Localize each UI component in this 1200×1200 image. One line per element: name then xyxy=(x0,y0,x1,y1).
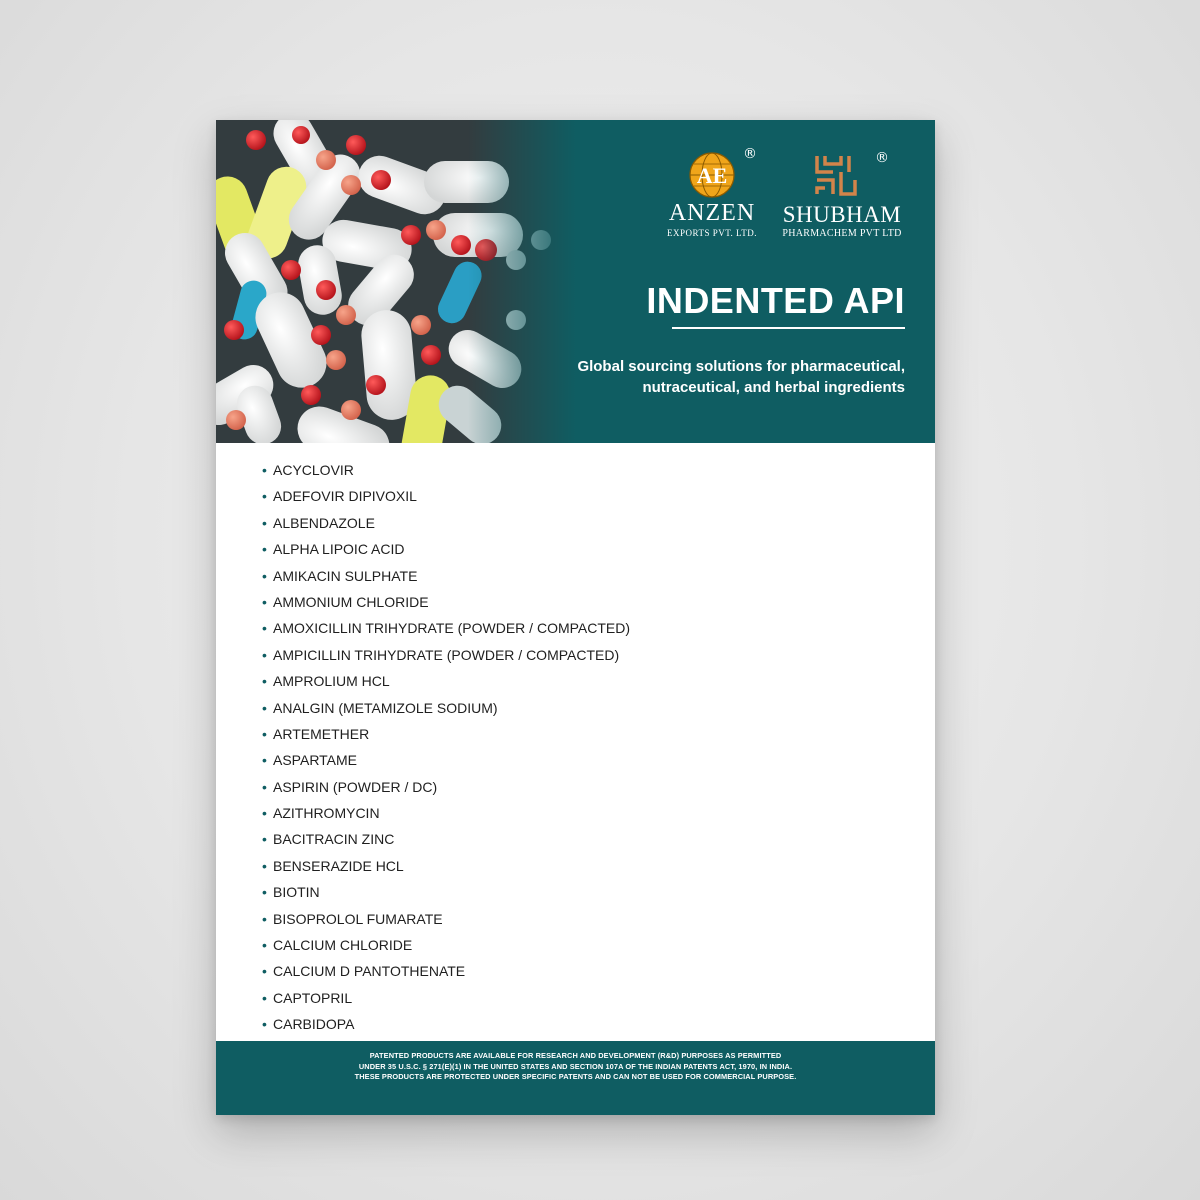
bullet-icon: • xyxy=(262,937,267,954)
bullet-icon: • xyxy=(262,673,267,690)
anzen-globe-icon xyxy=(687,150,737,200)
list-item xyxy=(262,593,630,619)
product-name: BENSERAZIDE HCL xyxy=(273,857,404,874)
product-name: AMPICILLIN TRIHYDRATE (POWDER / COMPACTED) xyxy=(273,646,620,663)
bullet-icon: • xyxy=(262,963,267,980)
product-name: AMPROLIUM HCL xyxy=(273,673,390,690)
list-item xyxy=(262,778,630,804)
bullet-icon: • xyxy=(262,699,267,716)
tagline xyxy=(485,356,905,398)
product-name: AZITHROMYCIN xyxy=(273,805,380,822)
list-item xyxy=(262,936,630,962)
title-underline xyxy=(672,327,905,329)
tagline-line-2: nutraceutical, and herbal ingredients xyxy=(642,379,905,396)
shubham-logo xyxy=(777,148,907,258)
header-banner xyxy=(216,120,935,443)
list-item xyxy=(262,857,630,883)
bullet-icon: • xyxy=(262,462,267,478)
bullet-icon: • xyxy=(262,831,267,848)
list-item xyxy=(262,989,630,1015)
bullet-icon: • xyxy=(262,1016,267,1033)
product-name: BIOTIN xyxy=(273,884,320,901)
list-item xyxy=(262,567,630,593)
footer-disclaimer xyxy=(216,1041,935,1115)
bullet-icon: • xyxy=(262,620,267,637)
bullet-icon: • xyxy=(262,488,267,505)
product-name: ARTEMETHER xyxy=(273,725,370,742)
list-item xyxy=(262,751,630,777)
list-item xyxy=(262,804,630,830)
bullet-icon: • xyxy=(262,857,267,874)
product-name: ANALGIN (METAMIZOLE SODIUM) xyxy=(273,699,498,716)
product-list xyxy=(262,461,630,1042)
product-name: ALBENDAZOLE xyxy=(273,514,375,531)
brand-logos xyxy=(647,148,907,258)
shubham-monogram-icon xyxy=(813,152,859,198)
bullet-icon: • xyxy=(262,646,267,663)
anzen-mark: AE xyxy=(696,163,728,188)
product-name: ACYCLOVIR xyxy=(273,462,354,478)
disclaimer-line-1: PATENTED PRODUCTS ARE AVAILABLE FOR RESEARCH AND DEVELOPMENT (R&D) PURPOSES AS PERMITTED xyxy=(369,1051,782,1060)
bullet-icon: • xyxy=(262,725,267,742)
product-name: BACITRACIN ZINC xyxy=(273,831,395,848)
list-item xyxy=(262,883,630,909)
bullet-icon: • xyxy=(262,778,267,795)
list-item xyxy=(262,672,630,698)
bullet-icon: • xyxy=(262,567,267,584)
page-title: INDENTED API xyxy=(646,280,905,321)
product-name: CALCIUM D PANTOTHENATE xyxy=(273,963,466,980)
anzen-brand-subtitle: EXPORTS PVT. LTD. xyxy=(667,228,757,238)
product-name: AMIKACIN SULPHATE xyxy=(273,567,418,584)
list-item xyxy=(262,540,630,566)
product-name: ALPHA LIPOIC ACID xyxy=(273,541,405,558)
anzen-logo xyxy=(657,148,767,258)
list-item xyxy=(262,461,630,487)
bullet-icon: • xyxy=(262,805,267,822)
list-item xyxy=(262,962,630,988)
bullet-icon: • xyxy=(262,752,267,769)
bullet-icon: • xyxy=(262,884,267,901)
product-name: ASPIRIN (POWDER / DC) xyxy=(273,778,438,795)
disclaimer-line-3: THESE PRODUCTS ARE PROTECTED UNDER SPECIFIC PATENTS AND CAN NOT BE USED FOR COMMERCIAL PURPOSE. xyxy=(354,1072,797,1081)
bullet-icon: • xyxy=(262,989,267,1006)
bullet-icon: • xyxy=(262,910,267,927)
list-item xyxy=(262,1015,630,1041)
list-item xyxy=(262,910,630,936)
product-name: AMMONIUM CHLORIDE xyxy=(273,593,429,610)
product-name: CALCIUM CHLORIDE xyxy=(273,937,413,954)
list-item xyxy=(262,725,630,751)
list-item xyxy=(262,830,630,856)
product-name: BISOPROLOL FUMARATE xyxy=(273,910,443,927)
bullet-icon: • xyxy=(262,514,267,531)
tagline-line-1: Global sourcing solutions for pharmaceutical, xyxy=(577,358,905,375)
list-item xyxy=(262,646,630,672)
list-item xyxy=(262,487,630,513)
flyer-page xyxy=(216,120,935,1115)
disclaimer-line-2: UNDER 35 U.S.C. § 271(E)(1) IN THE UNITED STATES AND SECTION 107A OF THE INDIAN PATENTS ACT, 1970, IN INDIA. xyxy=(358,1061,793,1071)
product-name: ADEFOVIR DIPIVOXIL xyxy=(273,488,417,505)
list-item xyxy=(262,699,630,725)
list-item xyxy=(262,514,630,540)
anzen-registered-mark: ® xyxy=(743,146,757,162)
product-name: AMOXICILLIN TRIHYDRATE (POWDER / COMPACTED) xyxy=(273,620,631,637)
product-name: CARBIDOPA xyxy=(273,1016,355,1033)
product-name: CAPTOPRIL xyxy=(273,989,353,1006)
shubham-brand-subtitle: PHARMACHEM PVT LTD xyxy=(782,228,902,239)
bullet-icon: • xyxy=(262,541,267,558)
shubham-brand-name: SHUBHAM xyxy=(782,202,902,227)
anzen-brand-name: ANZEN xyxy=(668,200,756,226)
bullet-icon: • xyxy=(262,593,267,610)
shubham-registered-mark: ® xyxy=(875,150,889,166)
list-item xyxy=(262,619,630,645)
product-name: ASPARTAME xyxy=(273,752,358,769)
